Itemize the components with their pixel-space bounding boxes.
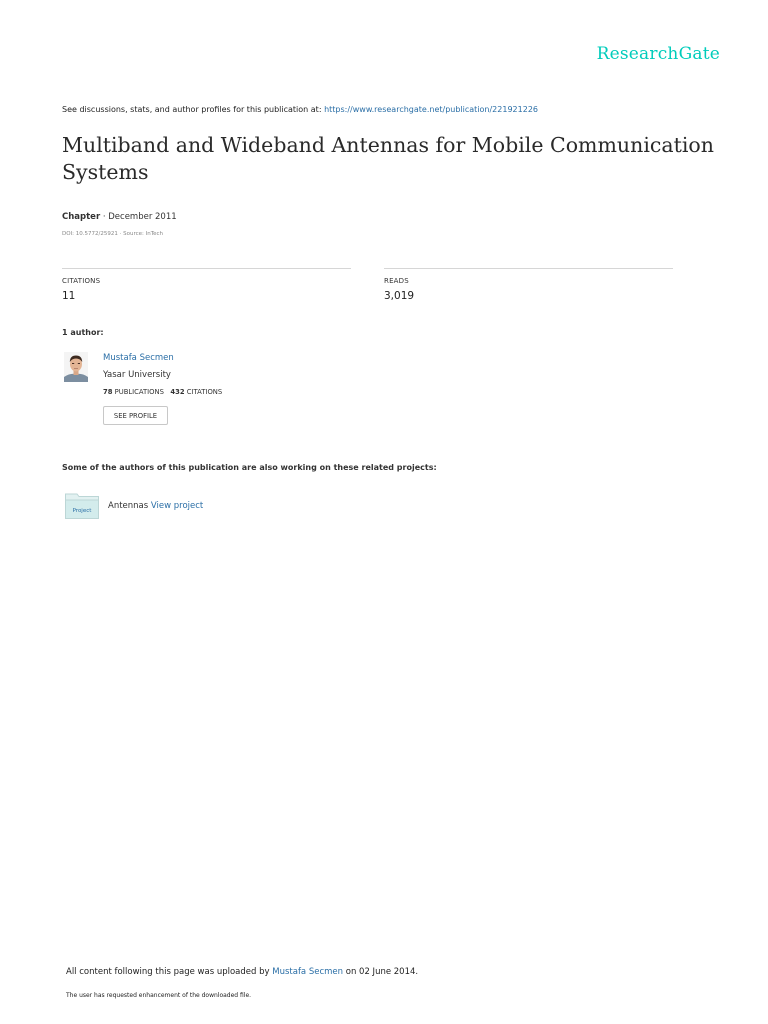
publication-title: Multiband and Wideband Antennas for Mobile Communication Systems [62,133,714,184]
publication-date: · December 2011 [100,212,177,222]
see-profile-button[interactable]: SEE PROFILE [103,406,168,425]
researchgate-logo[interactable]: ResearchGate [596,44,720,64]
enhancement-note: The user has requested enhancement of the downloaded file. [66,992,252,999]
related-projects-heading: Some of the authors of this publication are also working on these related projects: [62,463,437,472]
project-name: Antennas [108,501,151,511]
intro-line [62,105,538,114]
reads-value: 3,019 [384,290,415,302]
author-name-link[interactable]: Mustafa Secmen [103,353,174,363]
author-avatar[interactable] [64,352,88,382]
author-stats [103,388,222,396]
doi-source: DOI: 10.5772/25921 · Source: InTech [62,231,164,237]
upload-prefix: All content following this page was uploaded by [66,967,273,977]
reads-divider [384,268,673,269]
author-publications-count: 78 [103,388,113,396]
author-affiliation: Yasar University [103,370,171,380]
author-citations-label: CITATIONS [184,388,223,396]
publication-meta [62,212,177,222]
citations-divider [62,268,351,269]
author-citations-count: 432 [170,388,185,396]
uploader-link[interactable]: Mustafa Secmen [272,967,344,977]
reads-label: READS [384,277,409,285]
upload-note [66,967,418,977]
project-folder-icon [65,492,99,519]
intro-text: See discussions, stats, and author profiles for this publication at: [62,105,325,114]
citations-value: 11 [62,290,76,302]
publication-type: Chapter [62,212,101,222]
authors-heading: 1 author: [62,328,104,337]
view-project-link[interactable]: View project [150,501,204,511]
publication-url-link[interactable]: https://www.researchgate.net/publication/221921226 [324,105,538,114]
project-folder-label: Project [72,508,92,514]
author-publications-label: PUBLICATIONS [112,388,164,396]
citations-label: CITATIONS [62,277,101,285]
project-item [108,501,203,511]
upload-suffix: on 02 June 2014. [343,967,419,977]
